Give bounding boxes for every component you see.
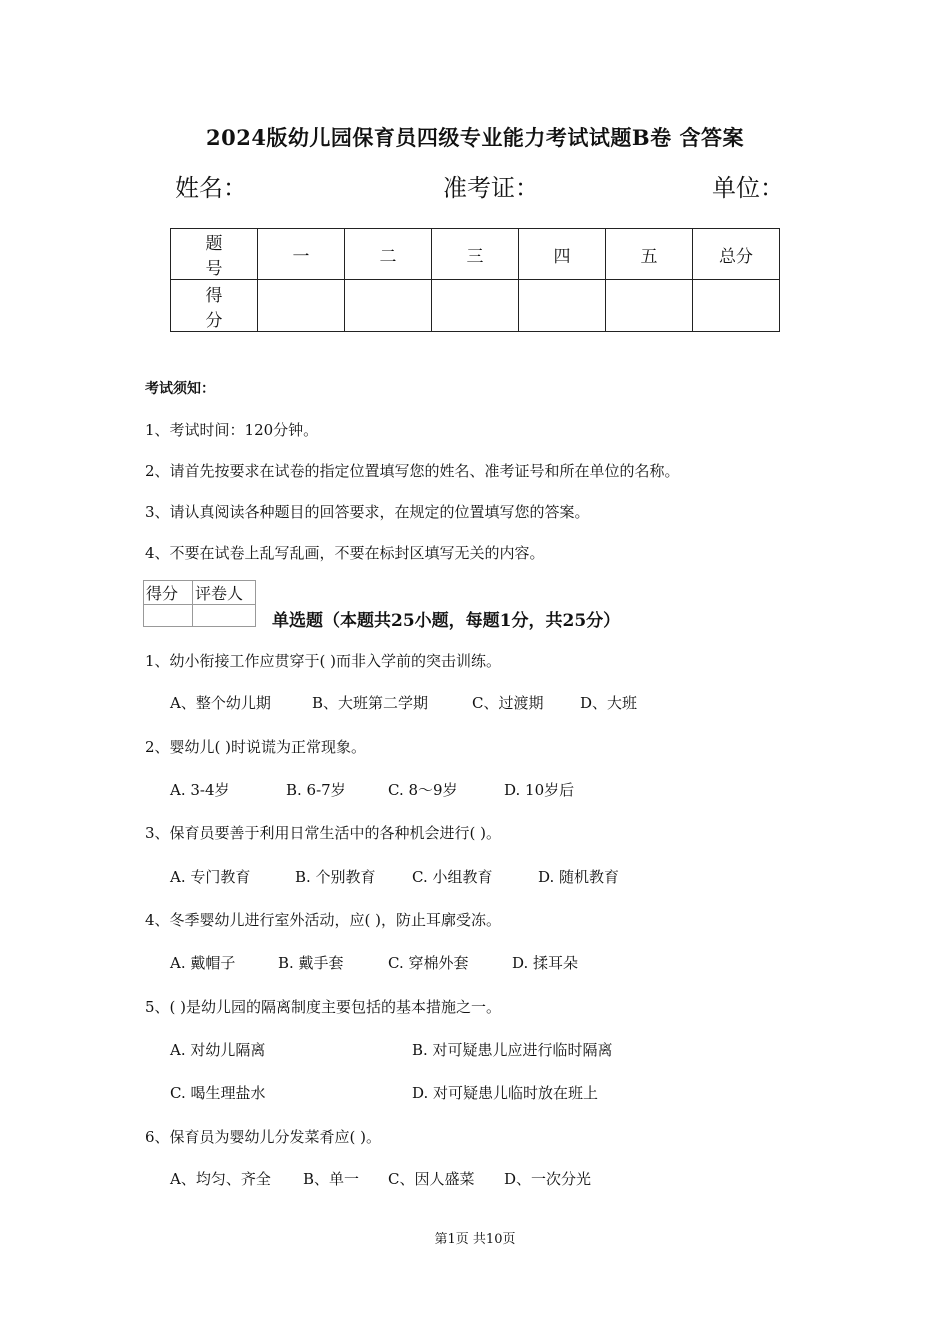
question-option[interactable]: B. 对可疑患儿应进行临时隔离 [412, 1041, 613, 1059]
question-option[interactable]: B、大班第二学期 [312, 694, 429, 712]
question-option[interactable]: D、大班 [580, 694, 638, 712]
notice-item: 3、请认真阅读各种题目的回答要求，在规定的位置填写您的答案。 [145, 503, 590, 521]
column-header-cell: 总分 [693, 229, 780, 280]
score-entry-cell[interactable] [519, 280, 606, 332]
question-option[interactable]: B. 个别教育 [295, 868, 376, 886]
question-option[interactable]: A. 3-4岁 [170, 781, 230, 799]
question-option[interactable]: D. 随机教育 [538, 868, 620, 886]
question-stem: 2、婴幼儿( )时说谎为正常现象。 [145, 738, 367, 756]
question-option[interactable]: D、一次分光 [504, 1170, 592, 1188]
question-option[interactable]: C. 穿棉外套 [388, 954, 469, 972]
score-entry-cell[interactable] [606, 280, 693, 332]
question-option[interactable]: D. 揉耳朵 [512, 954, 579, 972]
column-header-cell: 一 [258, 229, 345, 280]
question-option[interactable]: C. 小组教育 [412, 868, 493, 886]
unit-field-label: 单位： [712, 174, 784, 202]
score-table [170, 228, 780, 332]
notice-item: 1、考试时间：120分钟。 [145, 421, 319, 439]
question-option[interactable]: A. 对幼儿隔离 [170, 1041, 266, 1059]
column-header-cell: 二 [345, 229, 432, 280]
notice-title: 考试须知： [145, 381, 215, 397]
question-option[interactable]: A. 专门教育 [170, 868, 251, 886]
grader-score-label: 得分 [144, 581, 193, 605]
grader-name-cell[interactable] [193, 605, 256, 627]
exam-id-field-label: 准考证： [443, 174, 539, 202]
score-entry-cell[interactable] [693, 280, 780, 332]
score-table-score-row [171, 280, 780, 332]
question-option[interactable]: B. 6-7岁 [286, 781, 346, 799]
question-option[interactable]: B、单一 [303, 1170, 360, 1188]
question-option[interactable]: C、过渡期 [472, 694, 544, 712]
question-option[interactable]: D. 对可疑患儿临时放在班上 [412, 1084, 599, 1102]
grader-box [143, 580, 256, 627]
question-option[interactable]: C. 8～9岁 [388, 781, 458, 799]
question-stem: 4、冬季婴幼儿进行室外活动，应( )，防止耳廓受冻。 [145, 911, 502, 929]
candidate-info-row [175, 168, 785, 204]
question-stem: 3、保育员要善于利用日常生活中的各种机会进行( )。 [145, 824, 502, 842]
page-footer: 第1页 共10页 [434, 1232, 516, 1247]
notice-item: 2、请首先按要求在试卷的指定位置填写您的姓名、准考证号和所在单位的名称。 [145, 462, 680, 480]
grader-score-cell[interactable] [144, 605, 193, 627]
question-option[interactable]: C、因人盛菜 [388, 1170, 475, 1188]
section-title: 单选题（本题共25小题，每题1分，共25分） [272, 611, 621, 631]
question-option[interactable]: C. 喝生理盐水 [170, 1084, 266, 1102]
question-stem: 6、保育员为婴幼儿分发菜肴应( )。 [145, 1128, 382, 1146]
document-title: 2024版幼儿园保育员四级专业能力考试试题B卷 含答案 [205, 125, 744, 150]
score-table-header-row [171, 229, 780, 280]
notice-item: 4、不要在试卷上乱写乱画，不要在标封区填写无关的内容。 [145, 544, 545, 562]
column-header-cell: 三 [432, 229, 519, 280]
question-option[interactable]: D. 10岁后 [504, 781, 575, 799]
question-option[interactable]: B. 戴手套 [278, 954, 344, 972]
name-field-label: 姓名： [175, 174, 247, 202]
question-option[interactable]: A、均匀、齐全 [170, 1170, 271, 1188]
score-entry-cell[interactable] [258, 280, 345, 332]
header-label-cell: 题号 [171, 229, 258, 280]
grader-name-label: 评卷人 [193, 581, 256, 605]
score-entry-cell[interactable] [432, 280, 519, 332]
column-header-cell: 四 [519, 229, 606, 280]
question-stem: 1、幼小衔接工作应贯穿于( )而非入学前的突击训练。 [145, 652, 502, 670]
question-option[interactable]: A、整个幼儿期 [170, 694, 271, 712]
score-entry-cell[interactable] [345, 280, 432, 332]
question-stem: 5、( )是幼儿园的隔离制度主要包括的基本措施之一。 [145, 998, 502, 1016]
score-label-cell: 得分 [171, 280, 258, 332]
question-option[interactable]: A. 戴帽子 [170, 954, 236, 972]
column-header-cell: 五 [606, 229, 693, 280]
